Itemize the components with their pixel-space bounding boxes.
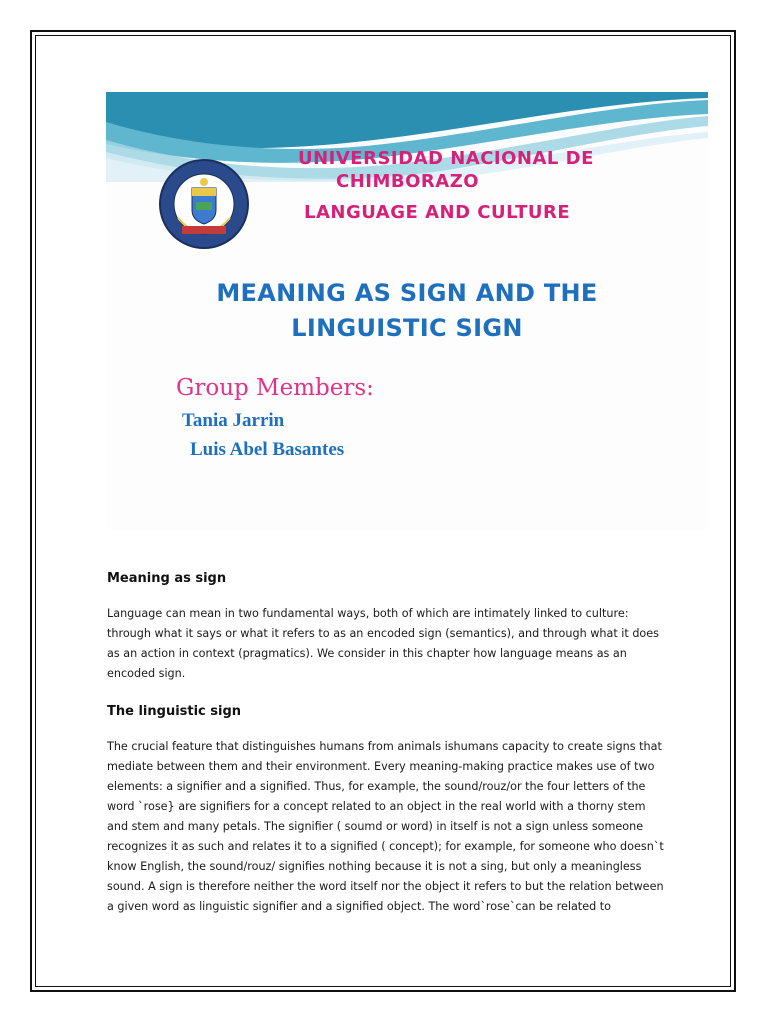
university-seal-icon: [158, 158, 250, 250]
university-name-line1: UNIVERSIDAD NACIONAL DE: [298, 148, 594, 169]
university-name-line2: CHIMBORAZO: [336, 171, 480, 192]
section-heading-meaning-as-sign: Meaning as sign: [107, 571, 227, 586]
paragraph-meaning-as-sign: Language can mean in two fundamental ways, both of which are intimately linked to culture: through what it says or what it refers to as an encoded sign (semantics), and through what it does as an action in context (pragmatics). We consider in this chapter how language means as an encoded sign.: [107, 607, 659, 680]
cover-page: [106, 92, 708, 530]
course-name: LANGUAGE AND CULTURE: [304, 202, 571, 223]
members-heading: Group Members:: [176, 375, 374, 401]
section-heading-linguistic-sign: The linguistic sign: [107, 704, 242, 719]
paragraph-linguistic-sign: The crucial feature that distinguishes humans from animals ishumans capacity to create signs that mediate between them and their environment. Every meaning-making practice makes use of two elements: a signifier and a signified. Thus, for example, the sound/rouz/or the four letters of the word `rose} are signifiers for a concept related to an object in the real world with a thorny stem and stem and many petals. The signifier ( soumd or word) in itself is not a sign unless someone recognizes it as such and relates it to a signified ( concept); for example, for someone who doesn`t know English, the sound/rouz/ signifies nothing because it is not a sing, but only a meaningless sound. A sign is therefore neither the word itself nor the object it refers to but the relation between a given word as linguistic signifier and a signified object. The word`rose`can be related to: [107, 740, 664, 913]
document-title-line2: LINGUISTIC SIGN: [291, 314, 523, 342]
document-title-line1: MEANING AS SIGN AND THE: [216, 279, 598, 307]
member-name: Tania Jarrin: [182, 410, 285, 431]
member-name: Luis Abel Basantes: [190, 439, 345, 460]
